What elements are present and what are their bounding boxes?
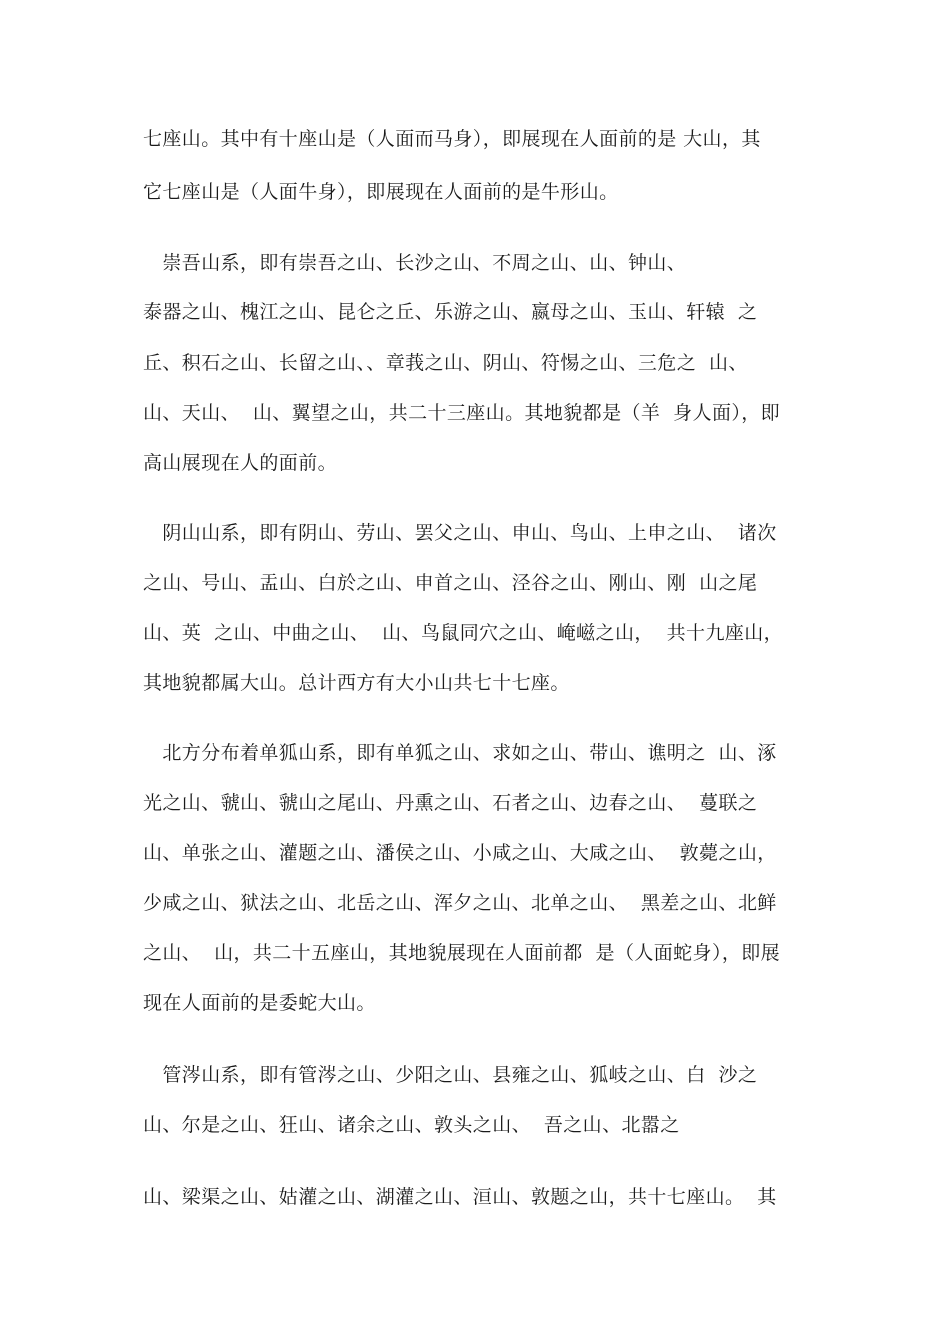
text-line: 它七座山是（人面牛身），即展现在人面前的是牛形山。 <box>143 181 619 203</box>
text-line: 泰器之山、槐江之山、昆仑之丘、乐游之山、嬴母之山、玉山、轩辕 之 <box>143 301 758 323</box>
text-line: 少咸之山、狱法之山、北岳之山、浑夕之山、北单之山、 黑差之山、北鲜 <box>143 892 777 914</box>
text-line: 其地貌都属大山。总计西方有大小山共七十七座。 <box>143 672 570 694</box>
text-line: 之山、号山、盂山、白於之山、申首之山、泾谷之山、刚山、刚 山之尾 <box>143 572 758 594</box>
text-line: 山、英 之山、中曲之山、 山、鸟鼠同穴之山、崦嵫之山， 共十九座山， <box>143 622 784 644</box>
text-line: 北方分布着单狐山系，即有单狐之山、求如之山、带山、谯明之 山、涿 <box>143 742 777 764</box>
text-line: 崇吾山系，即有崇吾之山、长沙之山、不周之山、山、钟山、 <box>143 252 687 274</box>
text-line: 七座山。其中有十座山是（人面而马身），即展现在人面前的是 大山，其 <box>143 128 761 150</box>
text-line: 阴山山系，即有阴山、劳山、罢父之山、申山、鸟山、上申之山、 诸次 <box>143 522 777 544</box>
text-line: 丘、积石之山、长留之山、、章莪之山、阴山、符惕之山、三危之 山、 <box>143 352 748 374</box>
text-line: 光之山、虢山、虢山之尾山、丹熏之山、石者之山、边春之山、 蔓联之 <box>143 792 758 814</box>
text-line: 山、梁渠之山、姑灌之山、湖灌之山、洹山、敦题之山，共十七座山。 其 <box>143 1186 777 1208</box>
text-line: 管涔山系，即有管涔之山、少阳之山、县雍之山、狐岐之山、白 沙之 <box>143 1064 758 1086</box>
text-line: 山、尔是之山、狂山、诸余之山、敦头之山、 吾之山、北嚣之 <box>143 1114 680 1136</box>
text-line: 现在人面前的是委蛇大山。 <box>143 992 376 1014</box>
text-line: 山、单张之山、灌题之山、潘侯之山、小咸之山、大咸之山、 敦薨之山， <box>143 842 777 864</box>
text-line: 高山展现在人的面前。 <box>143 452 338 474</box>
text-line: 之山、 山，共二十五座山，其地貌展现在人面前都 是（人面蛇身），即展 <box>143 942 781 964</box>
text-line: 山、天山、 山、翼望之山，共二十三座山。其地貌都是（羊 身人面），即 <box>143 402 781 424</box>
